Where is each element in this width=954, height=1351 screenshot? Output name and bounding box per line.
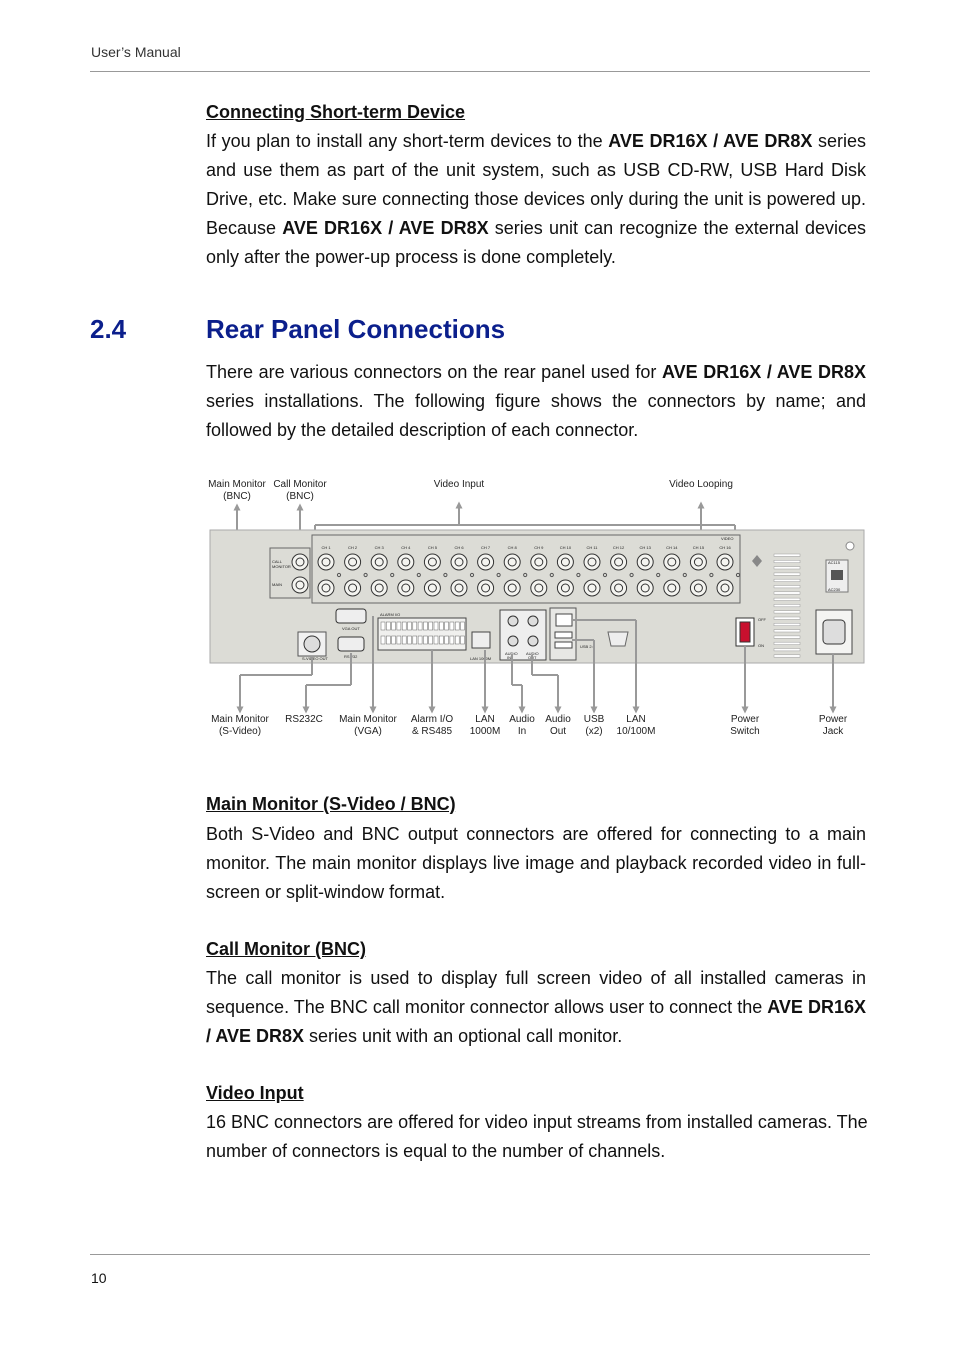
audio-out-label: OUT (528, 655, 537, 660)
vent-slot (774, 617, 800, 619)
label-lan-100-sub: 10/100M (616, 726, 656, 737)
video-input-paragraph: 16 BNC connectors are offered for video input streams from installed cameras. The number of connectors is equal to the number of channels. (206, 1112, 868, 1161)
terminal (413, 636, 417, 644)
channel-label: CH 6 (454, 545, 464, 550)
audio-in-panel-label: AUDIO (505, 651, 518, 656)
text-run: If you plan to install any short-term devices to the (206, 131, 609, 151)
channel-label: CH 11 (586, 545, 598, 550)
text-run: The call monitor is used to display full screen video of all installed cameras in sequence. The BNC call monitor connector allows user to connect the (206, 968, 866, 1017)
label-svideo-sub: (S-Video) (218, 726, 262, 737)
vent-slot (774, 611, 800, 613)
terminal (418, 622, 422, 630)
vent-slot (774, 579, 800, 581)
label-lan-1000-sub: 1000M (469, 726, 501, 737)
bnc-connector (584, 554, 600, 570)
usb-port (555, 632, 572, 638)
vent-slot (774, 649, 800, 651)
label-lan-1000: LAN (475, 714, 495, 725)
audio-jack (508, 616, 518, 626)
bnc-connector (424, 554, 440, 570)
label-video-looping: Video Looping (669, 479, 733, 490)
vent-slot (774, 623, 800, 625)
panel-label-video: VIDEO (721, 536, 734, 541)
channel-label: CH 4 (401, 545, 411, 550)
terminal (418, 636, 422, 644)
bnc-connector (531, 554, 547, 570)
terminal (439, 622, 443, 630)
bnc-connector (637, 580, 653, 596)
model-name: AVE DR16X / AVE DR8X (206, 997, 866, 1046)
channel-label: CH 1 (321, 545, 331, 550)
bnc-connector (611, 580, 627, 596)
bnc-connector (664, 554, 680, 570)
terminal (450, 622, 454, 630)
terminal (429, 622, 433, 630)
label-video-input: Video Input (433, 479, 485, 490)
bnc-connector (557, 554, 573, 570)
label-audio-in: Audio (509, 714, 535, 725)
channel-label: CH 7 (481, 545, 491, 550)
video-input-heading: Video Input (206, 1083, 304, 1103)
bnc-connector (717, 580, 733, 596)
vent-slot (774, 598, 800, 600)
terminal (434, 636, 438, 644)
bnc-connector (424, 580, 440, 596)
label-alarm-sub: & RS485 (411, 726, 453, 737)
rear-panel-figure (200, 470, 870, 745)
text-run: There are various connectors on the rear panel used for (206, 362, 662, 382)
terminal (445, 636, 449, 644)
label-main-monitor-bnc-sub: (BNC) (223, 491, 251, 502)
vent-slot (774, 636, 800, 638)
channel-label: CH 2 (348, 545, 358, 550)
bnc-connector (318, 580, 334, 596)
power-jack (823, 620, 845, 644)
label-alarm: Alarm I/O (410, 714, 454, 725)
ac115-label: AC115 (828, 560, 840, 565)
terminal (413, 622, 417, 630)
terminal (392, 636, 396, 644)
short-term-heading: Connecting Short-term Device (206, 102, 466, 122)
terminal (445, 622, 449, 630)
channel-label: CH 12 (612, 545, 625, 550)
vga-connector (336, 609, 366, 623)
vent-slot (774, 630, 800, 632)
blank-port (608, 632, 628, 646)
bnc-connector (345, 554, 361, 570)
call-monitor-heading: Call Monitor (BNC) (206, 939, 366, 959)
terminal (423, 636, 427, 644)
call-monitor-bnc (292, 554, 308, 570)
rs232-connector (338, 637, 364, 651)
terminal (402, 636, 406, 644)
terminal (429, 636, 433, 644)
svideo-panel-label: S-VIDEO OUT (302, 656, 329, 661)
audio-jack (528, 616, 538, 626)
terminal (461, 636, 465, 644)
bnc-connector (584, 580, 600, 596)
bnc-connector (318, 554, 334, 570)
audio-jack (508, 636, 518, 646)
terminal (408, 636, 412, 644)
lan-1000-panel-label: LAN 1000M (470, 656, 492, 661)
model-name: AVE DR16X / AVE DR8X (661, 362, 866, 382)
text-run: series and use them as part of the unit system, such as USB CD-RW, USB Hard Disk Drive, etc. Make sure connecting those devices only during the unit is powered up. Because (206, 131, 866, 238)
rs232-panel-label: RS 232 (344, 654, 358, 659)
selector-knob (831, 570, 843, 580)
bnc-connector (451, 580, 467, 596)
channel-label: CH 14 (666, 545, 678, 550)
terminal (439, 636, 443, 644)
terminal (397, 622, 401, 630)
label-rs232: RS232C (285, 714, 323, 725)
bnc-connector (371, 580, 387, 596)
terminal (381, 622, 385, 630)
lan-100-port (556, 614, 572, 626)
section-intro (206, 358, 866, 445)
bnc-connector (398, 554, 414, 570)
panel-label-call: CALL (272, 559, 283, 564)
main-monitor-heading: Main Monitor (S-Video / BNC) (206, 794, 456, 814)
vent-slot (774, 554, 800, 556)
bnc-connector (478, 580, 494, 596)
rear-panel-diagram (200, 470, 870, 745)
channel-label: CH 10 (559, 545, 572, 550)
terminal (455, 622, 459, 630)
vent-slot (774, 604, 800, 606)
section-number: 2.4 (90, 314, 127, 344)
terminal (423, 622, 427, 630)
vent-slot (774, 655, 800, 657)
usb2-panel-label: USB 2.0 (580, 644, 595, 649)
bnc-connector (531, 580, 547, 596)
short-term-paragraph (206, 127, 866, 272)
alarm-io-panel-label: ALARM I/O (380, 612, 401, 617)
model-name: AVE DR16X / AVE DR8X (608, 131, 813, 151)
power-rocker (740, 622, 750, 642)
bnc-connector (611, 554, 627, 570)
text-run: series unit can recognize the external devices only after the power-up process is done completely. (206, 218, 866, 267)
channel-label: CH 16 (719, 545, 731, 550)
terminal (408, 622, 412, 630)
bnc-connector (637, 554, 653, 570)
terminal (434, 622, 438, 630)
label-svideo: Main Monitor (211, 714, 269, 725)
vent-slot (774, 560, 800, 562)
label-lan-100: LAN (626, 714, 646, 725)
bnc-connector (451, 554, 467, 570)
off-label: OFF (758, 617, 766, 622)
channel-label: CH 3 (374, 545, 384, 550)
text-run: series unit with an optional call monitor. (304, 1026, 623, 1046)
label-audio-out: Audio (545, 714, 571, 725)
terminal (455, 636, 459, 644)
ac230-label: AC230 (828, 587, 841, 592)
vent-slot (774, 567, 800, 569)
label-main-monitor-bnc: Main Monitor (208, 479, 266, 490)
terminal (461, 622, 465, 630)
label-vga-sub: (VGA) (354, 726, 382, 737)
section-title: Rear Panel Connections (206, 314, 506, 344)
audio-in-label: IN (507, 655, 511, 660)
lan-1000-port (472, 632, 490, 648)
terminal (381, 636, 385, 644)
running-header: User’s Manual (91, 44, 181, 60)
label-power-switch: Power (730, 714, 760, 725)
model-name: AVE DR16X / AVE DR8X (282, 218, 489, 238)
channel-label: CH 5 (427, 545, 437, 550)
call-monitor-paragraph (206, 964, 866, 1051)
label-vga: Main Monitor (339, 714, 397, 725)
main-monitor-bnc (292, 577, 308, 593)
bnc-connector (717, 554, 733, 570)
audio-jack (528, 636, 538, 646)
terminal (386, 636, 390, 644)
bnc-connector (504, 580, 520, 596)
bnc-connector (371, 554, 387, 570)
label-audio-out-sub: Out (549, 726, 567, 737)
bnc-connector (478, 554, 494, 570)
label-usb-sub: (x2) (585, 726, 603, 737)
terminal (450, 636, 454, 644)
vent-slot (774, 573, 800, 575)
label-power-jack-sub: Jack (822, 726, 844, 737)
vent-slot (774, 642, 800, 644)
label-call-monitor: Call Monitor (273, 479, 327, 490)
on-label: ON (758, 643, 764, 648)
bnc-connector (398, 580, 414, 596)
screw (846, 542, 854, 550)
footer-rule (90, 1254, 870, 1255)
terminal (386, 622, 390, 630)
main-monitor-paragraph: Both S-Video and BNC output connectors are offered for connecting to a main monitor. The main monitor displays live image and playback recorded video in full-screen or split-window format. (206, 824, 866, 902)
label-usb: USB (583, 714, 605, 725)
vent-slot (774, 586, 800, 588)
terminal (392, 622, 396, 630)
page-number: 10 (91, 1270, 107, 1286)
usb-port (555, 642, 572, 648)
channel-label: CH 8 (507, 545, 517, 550)
label-power-jack: Power (818, 714, 848, 725)
bnc-connector (557, 580, 573, 596)
vent-slot (774, 592, 800, 594)
channel-label: CH 13 (639, 545, 651, 550)
label-call-monitor-sub: (BNC) (286, 491, 314, 502)
panel-label-monitor: MONITOR (272, 564, 291, 569)
bnc-connector (690, 580, 706, 596)
label-power-switch-sub: Switch (730, 726, 760, 737)
terminal (402, 622, 406, 630)
terminal (397, 636, 401, 644)
vga-out-label: VGA OUT (342, 626, 360, 631)
channel-label: CH 9 (534, 545, 544, 550)
svideo-connector (304, 636, 320, 652)
header-rule (90, 71, 870, 72)
text-run: series installations. The following figure shows the connectors by name; and followed by the detailed description of each connector. (206, 391, 866, 440)
bnc-connector (345, 580, 361, 596)
bnc-connector (664, 580, 680, 596)
bnc-connector (690, 554, 706, 570)
channel-label: CH 15 (692, 545, 705, 550)
audio-out-panel-label: AUDIO (526, 651, 539, 656)
bnc-connector (504, 554, 520, 570)
panel-label-main: MAIN (272, 582, 282, 587)
label-audio-in-sub: In (517, 726, 527, 737)
